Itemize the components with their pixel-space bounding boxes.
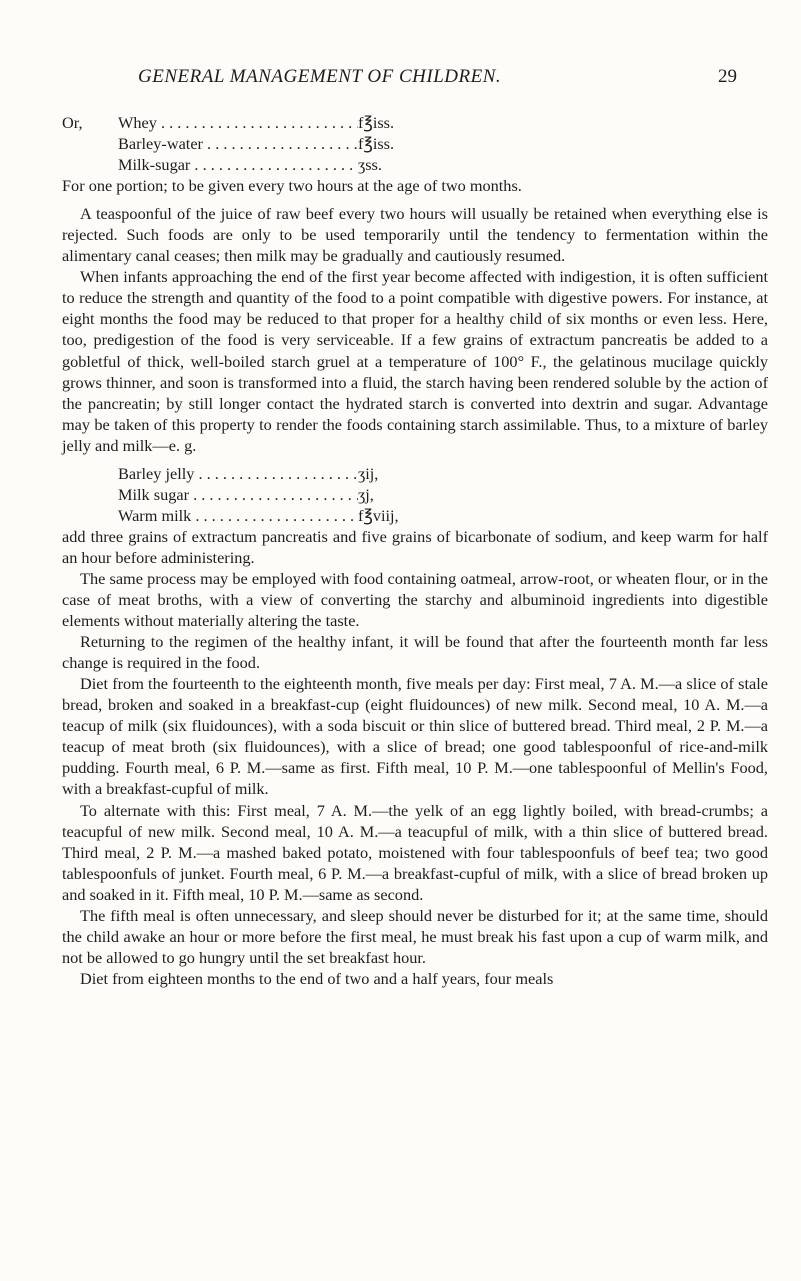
paragraph: When infants approaching the end of the first year become affected with indigestion, it is often sufficient to reduce the strength and quantity of the food to a point compatible with digestive powers. For instance, at eight months the food may be reduced to that proper for a healthy child of six months or even less. Here, too, predigestion of the food is very serviceable. If a few grains of extractum pancreatis be added to a gobletful of thick, well-boiled starch gruel at a temperature of 100° F., the gelatinous mucilage quickly grows thinner, and soon is transformed into a fluid, the starch having been rendered soluble by the action of the pancreatin; by still longer contact the hydrated starch is converted into dextrin and sugar. Advantage may be taken of this property to render the foods containing starch assimilable. Thus, to a mixture of barley jelly and milk—e. g.: [62, 267, 768, 455]
paragraph: add three grains of extractum pancreatis and five grains of bicarbonate of sodium, and keep warm for half an hour before administering.: [62, 526, 768, 567]
ingredient-name: Warm milk . . .: [118, 505, 358, 526]
paragraph: The same process may be employed with food containing oatmeal, arrow-root, or wheaten flour, or in the case of meat broths, with a view of converting the starchy and albuminoid ingredients into digestible elements without materially altering the taste.: [62, 568, 768, 631]
paragraph: A teaspoonful of the juice of raw beef every two hours will usually be retained when everything else is rejected. Such foods are only to be used temporarily until the tendency to fermentation within the alimentary canal ceases; then milk may be gradually and cautiously resumed.: [62, 204, 768, 266]
page-number: 29: [718, 66, 737, 87]
ingredient-quantity: f℥iss.: [358, 113, 395, 132]
recipe-2: [62, 463, 768, 526]
paragraph: To alternate with this: First meal, 7 A. M.—the yelk of an egg lightly boiled, with bread-crumbs; a teacupful of new milk. Second meal, 10 A. M.—a teacupful of milk, with a thin slice of buttered bread. Third meal, 2 P. M.—a mashed baked potato, moistened with four tablespoonfuls of beef tea; two good tablespoonfuls of junket. Fourth meal, 6 P. M.—a breakfast-cupful of milk, with a slice of bread broken up and soaked in it. Fifth meal, 10 P. M.—same as second.: [62, 800, 768, 904]
ingredient-quantity: f℥iss.: [358, 134, 395, 154]
ingredient-name: Milk sugar . . .: [118, 484, 358, 505]
recipe-row: [62, 133, 768, 154]
ingredient-name: Whey . . .: [118, 112, 358, 133]
ingredient-name: Barley jelly . . .: [118, 463, 358, 484]
ingredient-quantity: ʒss.: [358, 155, 382, 175]
recipe-1: [62, 112, 768, 196]
recipe-row: [62, 112, 768, 133]
paragraph: Diet from the fourteenth to the eighteenth month, five meals per day: First meal, 7 A. M.—a slice of stale bread, broken and soaked in a breakfast-cup (eight fluidounces) of new milk. Second meal, 10 A. M.—a teacup of milk (six fluidounces), with a soda biscuit or thin slice of buttered bread. Third meal, 2 P. M.—a teacup of meat broth (six fluidounces), with a slice of bread; one good tablespoonful of rice-and-milk pudding. Fourth meal, 6 P. M.—same as first. Fifth meal, 10 P. M.—one tablespoonful of Mellin's Food, with a breakfast-cupful of milk.: [62, 674, 768, 799]
page-body: [62, 112, 768, 989]
recipe-lead: Or,: [62, 113, 83, 132]
paragraph: The fifth meal is often unnecessary, and sleep should never be disturbed for it; at the same time, should the child awake an hour or more before the first meal, he must break his fast upon a cup of warm milk, and not be allowed to go hungry until the set breakfast hour.: [62, 905, 768, 967]
ingredient-quantity: ʒj,: [358, 484, 374, 504]
ingredient-quantity: f℥viij,: [358, 505, 399, 525]
ingredient-name: Barley-water . . .: [118, 133, 358, 154]
paragraph: Diet from eighteen months to the end of two and a half years, four meals: [80, 968, 554, 988]
recipe-note: For one portion; to be given every two hours at the age of two months.: [62, 176, 522, 196]
recipe-row: [62, 484, 768, 505]
chapter-title: GENERAL MANAGEMENT OF CHILDREN.: [138, 66, 502, 87]
paragraph: Returning to the regimen of the healthy infant, it will be found that after the fourteenth month far less change is required in the food.: [62, 632, 768, 673]
ingredient-name: Milk-sugar . . .: [118, 154, 358, 175]
recipe-row: [62, 154, 768, 175]
running-header: [138, 66, 668, 88]
ingredient-quantity: ʒij,: [358, 463, 379, 483]
recipe-row: [62, 505, 768, 526]
recipe-row: [62, 463, 768, 484]
